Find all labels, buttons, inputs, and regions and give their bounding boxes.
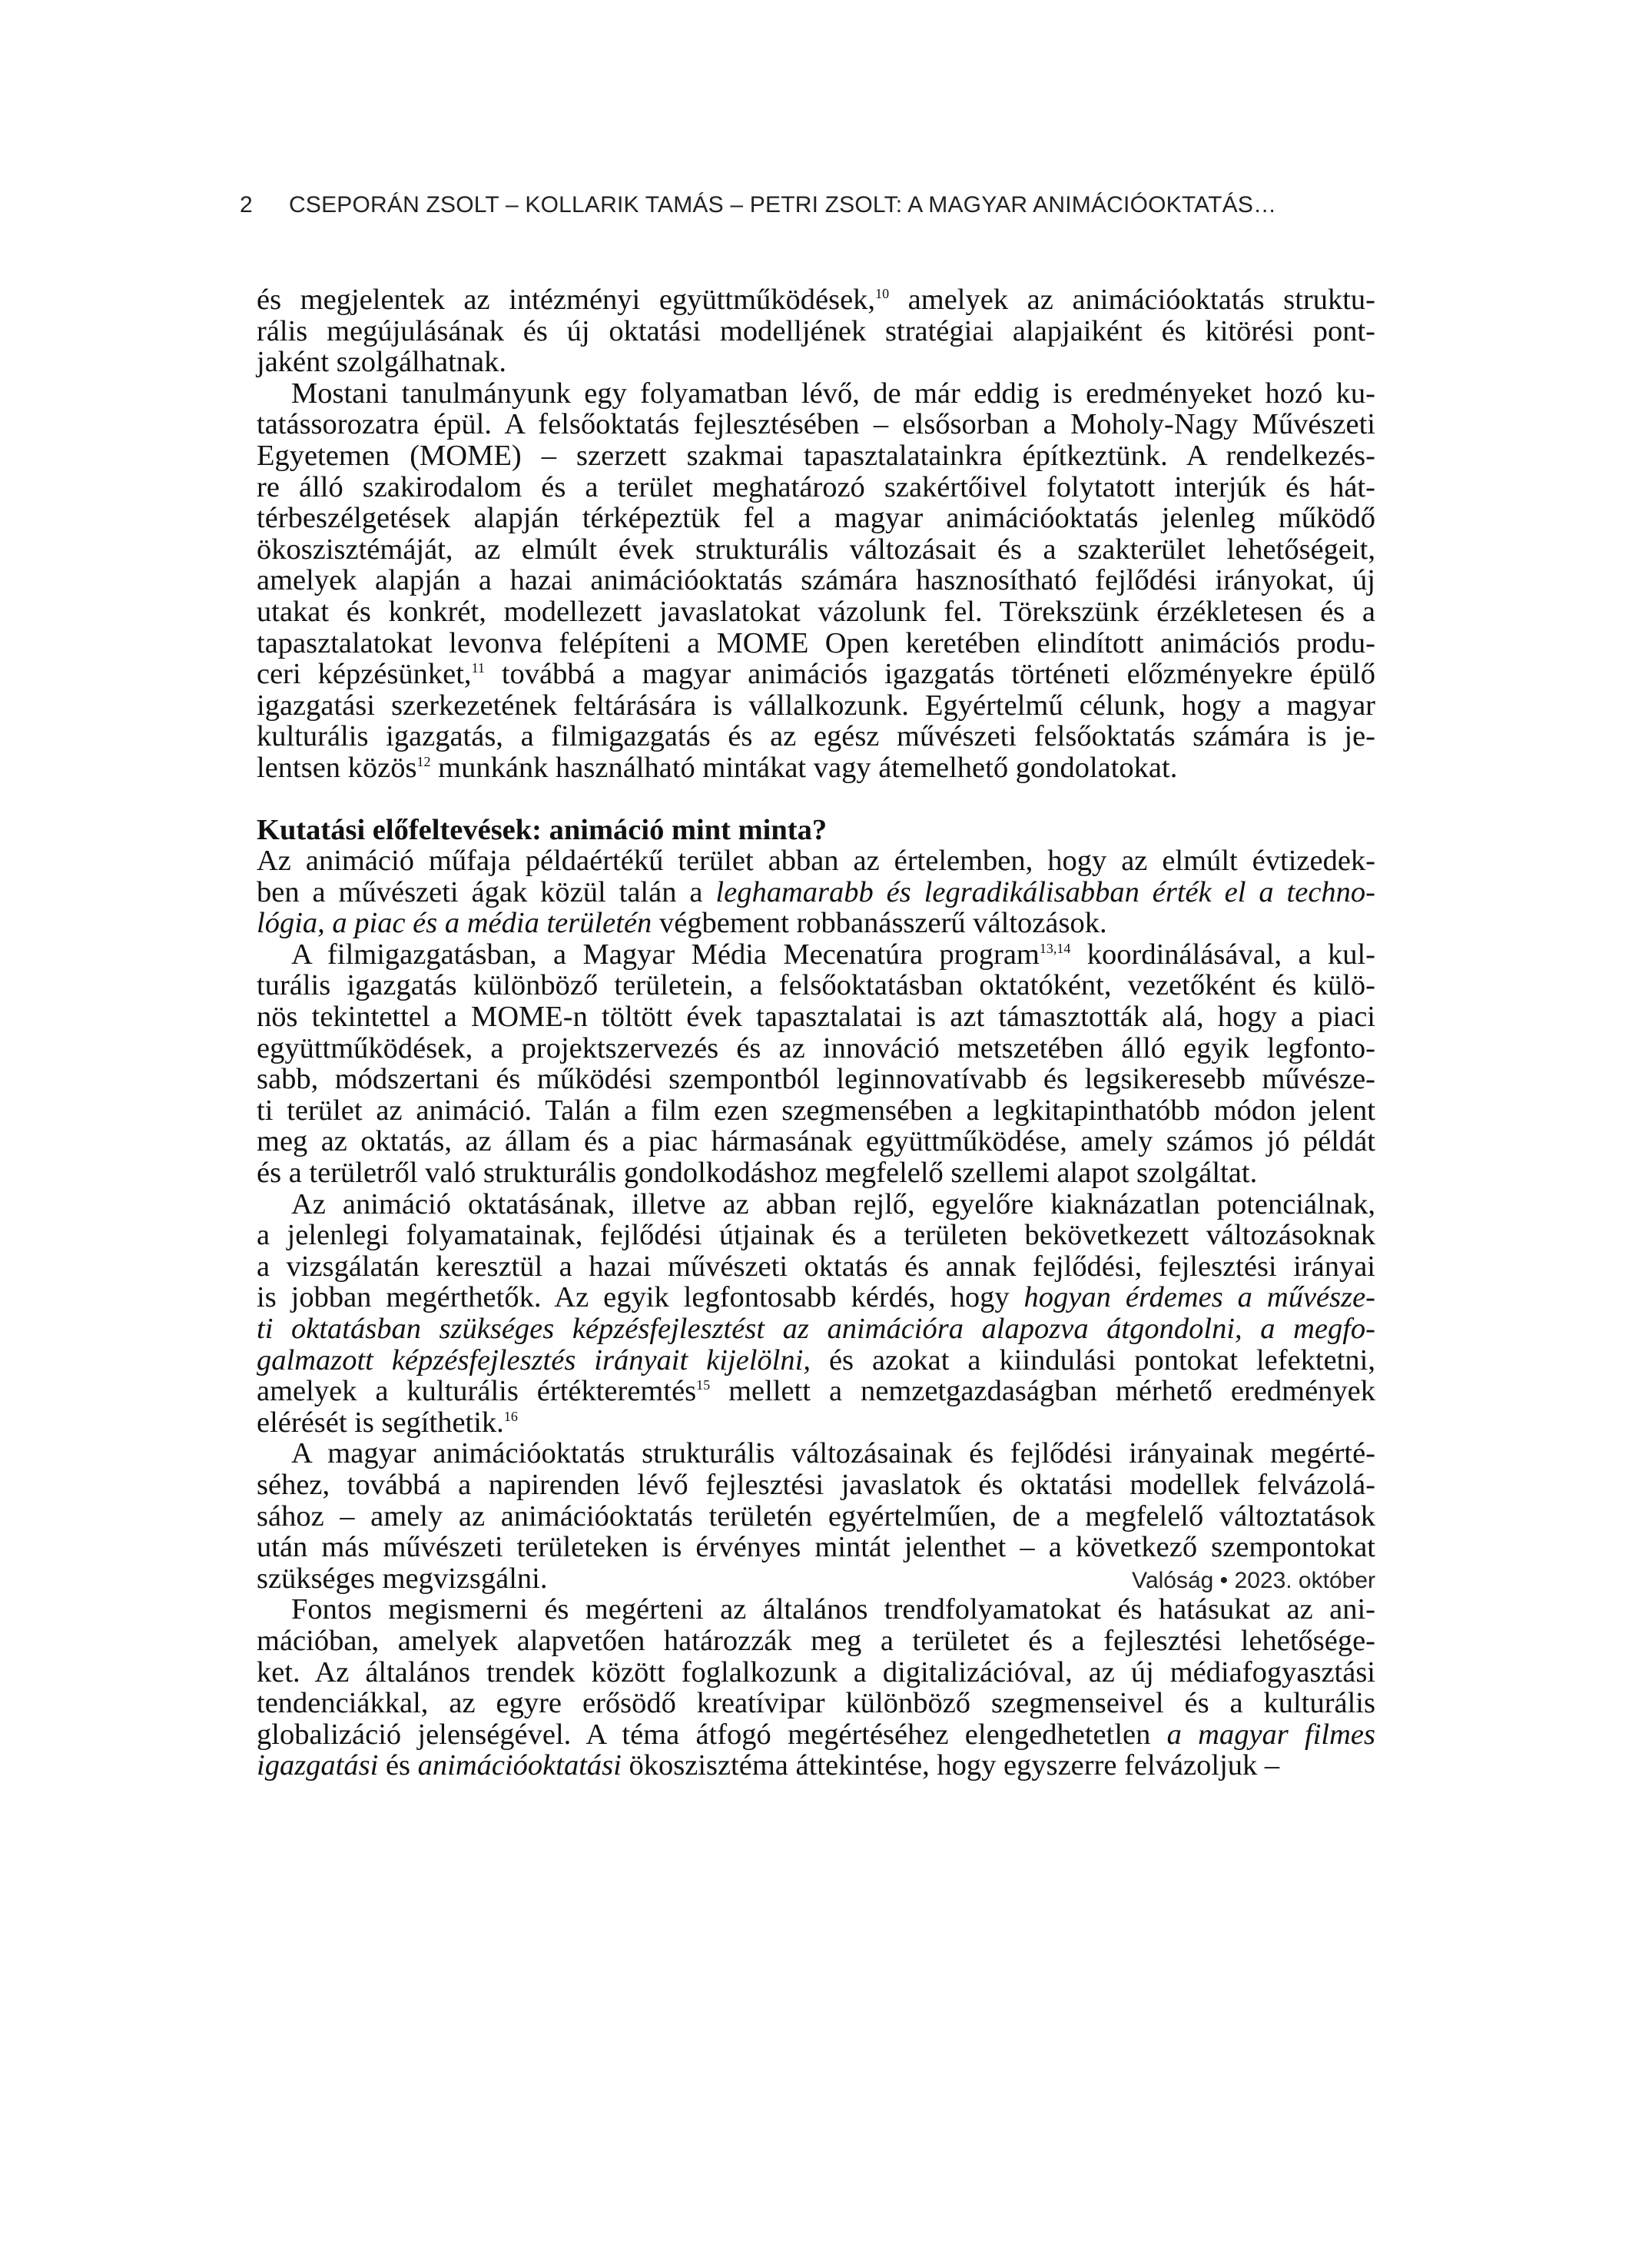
text-line	[257, 1719, 1375, 1751]
page-number: 2	[240, 192, 253, 218]
text-line	[257, 752, 1375, 784]
text-run: a vizsgálatán keresztül a hazai művészeti oktatás és annak fejlődési, fejlesztési irányai	[257, 1250, 1375, 1283]
text-line	[257, 534, 1375, 566]
text-line	[257, 1313, 1375, 1345]
journal-footer: Valóság • 2023. október	[1132, 1568, 1375, 1593]
text-line	[257, 1750, 1375, 1782]
text-line	[257, 1657, 1375, 1689]
text-line	[257, 845, 1375, 877]
text-run: és megjelentek az intézményi együttműködések,	[257, 284, 876, 316]
paragraph	[257, 284, 1375, 378]
text-line	[257, 565, 1375, 596]
paragraph	[257, 1189, 1375, 1439]
text-run: sabb, módszertani és működési szempontból leginnovatívabb és legsikeresebb művésze-	[257, 1063, 1375, 1096]
text-line	[257, 347, 1375, 378]
text-run: jaként szolgálhatnak.	[257, 346, 506, 379]
text-run: amelyek alapján a hazai animációoktatás számára hasznosítható fejlődési irányokat, új	[257, 564, 1375, 597]
footnote-ref: 13,14	[1039, 940, 1071, 956]
text-run: tapasztalatokat levonva felépíteni a MOME Open keretében elindított animációs produ-	[257, 626, 1375, 659]
text-line	[257, 877, 1375, 908]
italic-text: animációoktatási	[417, 1749, 622, 1782]
text-run: Mostani tanulmányunk egy folyamatban lévő, de már eddig is eredményeket hozó ku-	[291, 377, 1375, 410]
italic-text: galmazott képzésfejlesztés irányait kijelölni,	[257, 1343, 811, 1376]
text-line	[257, 659, 1375, 690]
text-line	[257, 409, 1375, 440]
text-run: után más művészeti területeken is érvényes mintát jelenthet – a következő szempontokat	[257, 1531, 1375, 1564]
text-line	[257, 690, 1375, 722]
text-line	[257, 628, 1375, 659]
text-run: mációban, amelyek alapvetően határozzák meg a területet és a fejlesztési lehetősége-	[257, 1624, 1375, 1657]
text-run: séhez, továbbá a napirenden lévő fejlesztési javaslatok és oktatási modellek felvázolá-	[257, 1468, 1375, 1501]
text-run: A filmigazgatásban, a Magyar Média Mecenatúra program	[291, 938, 1040, 971]
text-line	[257, 472, 1375, 503]
text-line	[257, 908, 1375, 939]
text-run: is jobban megérthetők. Az egyik legfontosabb kérdés, hogy	[257, 1281, 1024, 1314]
section-gap	[257, 784, 1375, 815]
text-run: tendenciákkal, az egyre erősödő kreatívipar különböző szegmenseivel és a kulturális	[257, 1687, 1375, 1720]
text-run: továbbá a magyar animációs igazgatás történeti előzményekre épülő	[484, 658, 1375, 691]
italic-text: a magyar filmes	[1166, 1718, 1376, 1751]
text-line	[257, 1282, 1375, 1313]
text-run: Az animáció oktatásának, illetve az abban rejlő, egyelőre kiaknázatlan potenciálnak,	[291, 1187, 1375, 1220]
paragraph	[257, 378, 1375, 784]
text-line	[257, 1064, 1375, 1095]
text-line	[257, 1532, 1375, 1563]
italic-text: hogyan érdemes a művésze-	[1023, 1281, 1375, 1314]
text-run: tatássorozatra épül. A felsőoktatás fejlesztésében – elsősorban a Moholy-Nagy Művészeti	[257, 408, 1375, 441]
text-run: rális megújulásának és új oktatási modelljének stratégiai alapjaiként és kitörési pont-	[257, 314, 1375, 347]
paragraph	[257, 845, 1375, 939]
text-run: és a területről való strukturális gondolkodáshoz megfelelő szellemi alapot szolgáltat.	[257, 1157, 1258, 1190]
text-run: és azokat a kiindulási pontokat lefektetni,	[810, 1343, 1375, 1376]
text-line	[257, 440, 1375, 472]
running-title: CSEPORÁN ZSOLT – KOLLARIK TAMÁS – PETRI ZSOLT: A MAGYAR ANIMÁCIÓOKTATÁS…	[289, 192, 1277, 218]
text-line	[257, 1407, 1375, 1439]
text-line	[257, 1157, 1375, 1189]
text-run: amelyek az animációoktatás struktu-	[889, 284, 1375, 316]
footnote-ref: 15	[696, 1377, 711, 1393]
text-run: ökoszisztémáját, az elmúlt évek strukturális változásait és a szakterület lehetőségeit,	[257, 533, 1375, 566]
text-run: együttműködések, a projektszervezés és az innováció metszetében álló egyik legfonto-	[257, 1031, 1375, 1064]
text-run: turális igazgatás különböző területein, a felsőoktatásban oktatóként, vezetőként és külö-	[257, 969, 1375, 1002]
text-run: Az animáció műfaja példaértékű terület abban az értelemben, hogy az elmúlt évtizedek-	[257, 845, 1375, 878]
text-line	[257, 1594, 1375, 1625]
text-line	[257, 1469, 1375, 1501]
text-line	[257, 1001, 1375, 1033]
paragraph	[257, 1594, 1375, 1782]
section-heading	[257, 815, 1375, 846]
text-run: A magyar animációoktatás strukturális változásainak és fejlődési irányainak megérté-	[291, 1437, 1375, 1470]
text-run: re álló szakirodalom és a terület meghatározó szakértőivel folytatott interjúk és hát-	[257, 470, 1375, 503]
text-line	[257, 1688, 1375, 1719]
text-run: igazgatási szerkezetének feltárására is vállalkozunk. Egyértelmű célunk, hogy a magyar	[257, 689, 1375, 722]
text-run: ökoszisztéma áttekintése, hogy egyszerre felvázoljuk –	[621, 1749, 1280, 1782]
text-run: lentsen közös	[257, 751, 417, 784]
text-line	[257, 596, 1375, 628]
italic-text: leghamarabb és legradikálisabban érték el a techno-	[715, 875, 1375, 908]
text-run: ket. Az általános trendek között foglalkozunk a digitalizációval, az új médiafogyasztási	[257, 1655, 1375, 1689]
text-line	[257, 1376, 1375, 1407]
text-line	[257, 1126, 1375, 1157]
text-line	[257, 1095, 1375, 1127]
footnote-ref: 10	[875, 286, 890, 301]
paragraph	[257, 939, 1375, 1189]
text-line	[257, 721, 1375, 752]
text-line	[257, 1220, 1375, 1251]
text-line	[257, 316, 1375, 347]
text-run: amelyek a kulturális értékteremtés	[257, 1375, 697, 1408]
footnote-ref: 12	[416, 753, 431, 769]
italic-text: ti oktatásban szükséges képzésfejlesztést az animációra alapozva átgondolni, a megfo-	[257, 1313, 1375, 1345]
text-line	[257, 378, 1375, 410]
text-line	[257, 939, 1375, 971]
text-line	[257, 1501, 1375, 1532]
text-run: koordinálásával, a kul-	[1070, 938, 1375, 971]
text-run: utakat és konkrét, modellezett javaslatokat vázolunk fel. Törekszünk érzékletesen és a	[257, 595, 1375, 628]
italic-text: lógia, a piac és a média területén	[257, 907, 652, 940]
text-line	[257, 1625, 1375, 1657]
text-run: sához – amely az animációoktatás területén egyértelműen, de a megfelelő változtatások	[257, 1499, 1375, 1532]
footnote-ref: 16	[503, 1408, 518, 1424]
text-line	[257, 1438, 1375, 1469]
text-line	[257, 1033, 1375, 1064]
italic-text: igazgatási	[257, 1749, 379, 1782]
text-run: elérését is segíthetik.	[257, 1406, 504, 1439]
text-line	[257, 284, 1375, 316]
text-run: a jelenlegi folyamatainak, fejlődési útjainak és a területen bekövetkezett változásoknak	[257, 1219, 1375, 1252]
article-body	[257, 284, 1375, 1782]
text-run: mellett a nemzetgazdaságban mérhető eredmények	[710, 1375, 1375, 1408]
text-run: kulturális igazgatás, a filmigazgatás és az egész művészeti felsőoktatás számára is je-	[257, 720, 1375, 753]
running-header	[240, 192, 1377, 223]
text-run: munkánk használható mintákat vagy átemelhető gondolatokat.	[430, 751, 1178, 784]
text-run: Kutatási előfeltevések: animáció mint minta?	[257, 813, 828, 846]
text-line	[257, 970, 1375, 1001]
text-run: és	[378, 1749, 418, 1782]
text-run: ti terület az animáció. Talán a film ezen szegmensében a legkitapinthatóbb módon jelent	[257, 1094, 1375, 1127]
text-line	[257, 1345, 1375, 1376]
text-run: meg az oktatás, az állam és a piac hármasának együttműködése, amely számos jó példát	[257, 1125, 1375, 1158]
text-line	[257, 1189, 1375, 1220]
text-run: végbement robbanásszerű változások.	[652, 907, 1107, 940]
text-run: szükséges megvizsgálni.	[257, 1562, 548, 1595]
text-run: térbeszélgetések alapján térképeztük fel a magyar animációoktatás jelenleg működő	[257, 502, 1375, 535]
text-run: ben a művészeti ágak közül talán a	[257, 875, 716, 908]
text-run: Fontos megismerni és megérteni az általános trendfolyamatokat és hatásukat az ani-	[291, 1593, 1375, 1626]
text-line	[257, 815, 1375, 846]
text-line	[257, 503, 1375, 534]
text-run: globalizáció jelenségével. A téma átfogó megértéséhez elengedhetetlen	[257, 1718, 1167, 1751]
text-line	[257, 1251, 1375, 1283]
text-run: nös tekintettel a MOME-n töltött évek tapasztalatai is azt támasztották alá, hogy a piaci	[257, 1001, 1375, 1034]
footnote-ref: 11	[471, 660, 485, 676]
text-run: Egyetemen (MOME) – szerzett szakmai tapasztalatainkra építkeztünk. A rendelkezés-	[257, 439, 1375, 472]
text-run: ceri képzésünket,	[257, 658, 472, 691]
